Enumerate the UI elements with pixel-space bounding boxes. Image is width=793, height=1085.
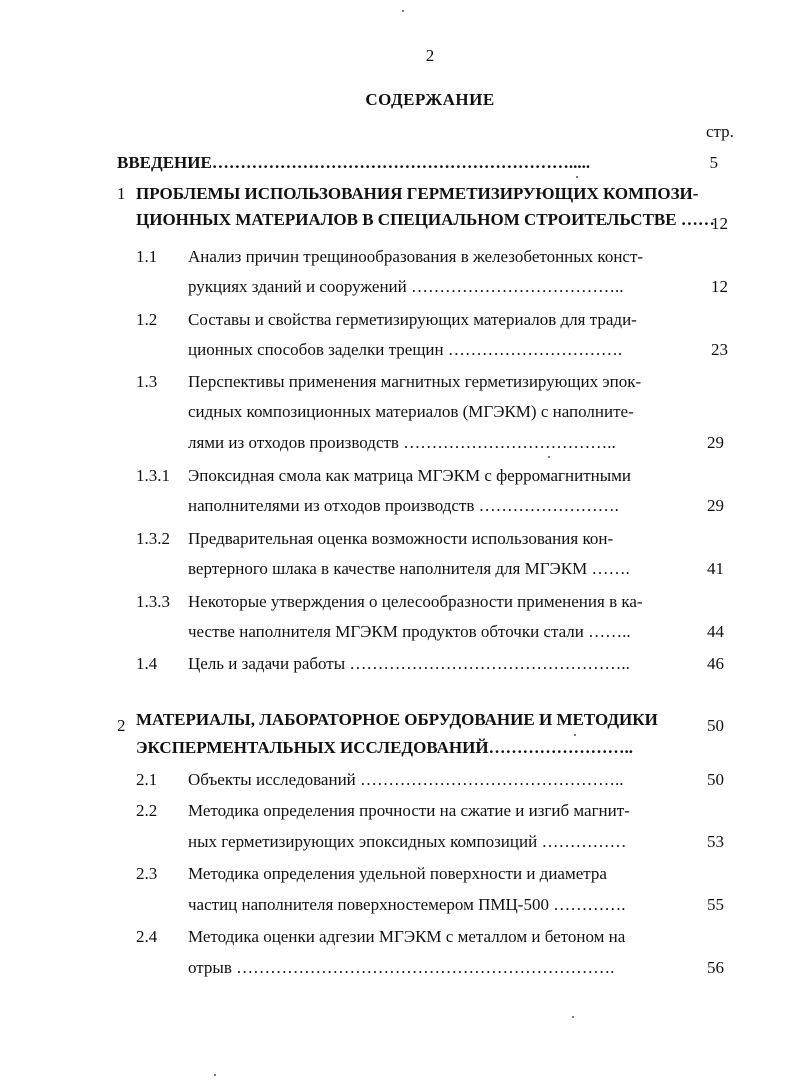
scan-speck (574, 734, 576, 736)
toc-page-number: 46 (707, 654, 724, 673)
toc-entry-title-line: ционных способов заделки трещин …………………………. (188, 340, 623, 359)
page-title: СОДЕРЖАНИЕ (365, 90, 495, 109)
scan-speck (572, 1016, 574, 1018)
toc-page-number: 55 (707, 895, 724, 914)
toc-entry-title-line: Некоторые утверждения о целесообразности применения в ка- (188, 592, 643, 611)
toc-entry-title-line: Методика определения удельной поверхности и диаметра (188, 864, 607, 883)
toc-section-number: 1.1 (136, 247, 158, 266)
toc-entry-title-line: частиц наполнителя поверхностемером ПМЦ-500 …………. (188, 895, 626, 914)
toc-entry-title-line: рукциях зданий и сооружений ……………………………….. (188, 277, 624, 296)
toc-entry-title-line: Объекты исследований ……………………………………….. (188, 770, 624, 789)
toc-page-number: 44 (707, 622, 724, 641)
toc-section-number: 2.2 (136, 801, 158, 820)
toc-page-number: 41 (707, 559, 724, 578)
toc-page-number: 56 (707, 958, 724, 977)
toc-entry-title-line: ЦИОННЫХ МАТЕРИАЛОВ В СПЕЦИАЛЬНОМ СТРОИТЕЛЬСТВЕ …… (136, 210, 715, 229)
page-number: 2 (425, 46, 435, 65)
toc-section-number: 2.4 (136, 927, 158, 946)
toc-entry-title-line: лями из отходов производств ……………………………….. (188, 433, 616, 452)
pages-column-label: стр. (706, 122, 734, 141)
toc-entry-title-line: Перспективы применения магнитных герметизирующих эпок- (188, 372, 642, 391)
toc-entry-title-line: Анализ причин трещинообразования в железобетонных конст- (188, 247, 644, 266)
toc-section-number: 2 (117, 716, 126, 735)
toc-entry-title-line: ных герметизирующих эпоксидных композиций …………… (188, 832, 627, 851)
toc-section-number: 1.4 (136, 654, 158, 673)
toc-section-number: 1.3.2 (136, 529, 170, 548)
toc-section-number: 2.3 (136, 864, 158, 883)
scan-speck (402, 10, 404, 12)
toc-entry-title-line: ЭКСПЕРМЕНТАЛЬНЫХ ИССЛЕДОВАНИЙ…………………….. (136, 738, 634, 757)
toc-entry-title-line: ПРОБЛЕМЫ ИСПОЛЬЗОВАНИЯ ГЕРМЕТИЗИРУЮЩИХ КОМПОЗИ- (136, 184, 699, 203)
toc-section-number: 1.3 (136, 372, 158, 391)
toc-entry-introduction-title: ВВЕДЕНИЕ………………………………………………………..... (117, 153, 591, 172)
toc-section-number: 2.1 (136, 770, 158, 789)
scan-speck (576, 176, 578, 178)
toc-entry-title-line: Цель и задачи работы ………………………………………….. (188, 654, 630, 673)
toc-section-number: 1 (117, 184, 126, 203)
toc-entry-title-line: наполнителями из отходов производств ……………………. (188, 496, 619, 515)
toc-page-number: 29 (707, 433, 724, 452)
toc-section-number: 1.3.1 (136, 466, 170, 485)
toc-entry-title-line: Методика оценки адгезии МГЭКМ с металлом и бетоном на (188, 927, 626, 946)
toc-page-number: 29 (707, 496, 724, 515)
toc-page-number: 12 (711, 214, 728, 233)
toc-section-number: 1.3.3 (136, 592, 170, 611)
toc-section-number: 1.2 (136, 310, 158, 329)
toc-entry-title-line: честве наполнителя МГЭКМ продуктов обточки стали …….. (188, 622, 631, 641)
scan-speck (214, 1074, 216, 1076)
toc-entry-title-line: МАТЕРИАЛЫ, ЛАБОРАТОРНОЕ ОБРУДОВАНИЕ И МЕТОДИКИ (136, 710, 658, 729)
toc-page-number: 50 (707, 716, 724, 735)
toc-entry-title-line: Эпоксидная смола как матрица МГЭКМ с ферромагнитными (188, 466, 632, 485)
toc-entry-title-line: вертерного шлака в качестве наполнителя для МГЭКМ ……. (188, 559, 630, 578)
toc-page-number: 5 (709, 153, 718, 172)
toc-entry-title-line: сидных композиционных материалов (МГЭКМ) с наполните- (188, 402, 634, 421)
toc-page-number: 53 (707, 832, 724, 851)
scan-speck (548, 456, 550, 458)
toc-entry-title-line: Составы и свойства герметизирующих материалов для тради- (188, 310, 637, 329)
toc-page-number: 50 (707, 770, 724, 789)
toc-entry-title-line: Предварительная оценка возможности использования кон- (188, 529, 614, 548)
toc-page-number: 23 (711, 340, 728, 359)
toc-page-number: 12 (711, 277, 728, 296)
toc-entry-title-line: Методика определения прочности на сжатие и изгиб магнит- (188, 801, 630, 820)
toc-entry-title-line: отрыв …………………………………………………………. (188, 958, 615, 977)
